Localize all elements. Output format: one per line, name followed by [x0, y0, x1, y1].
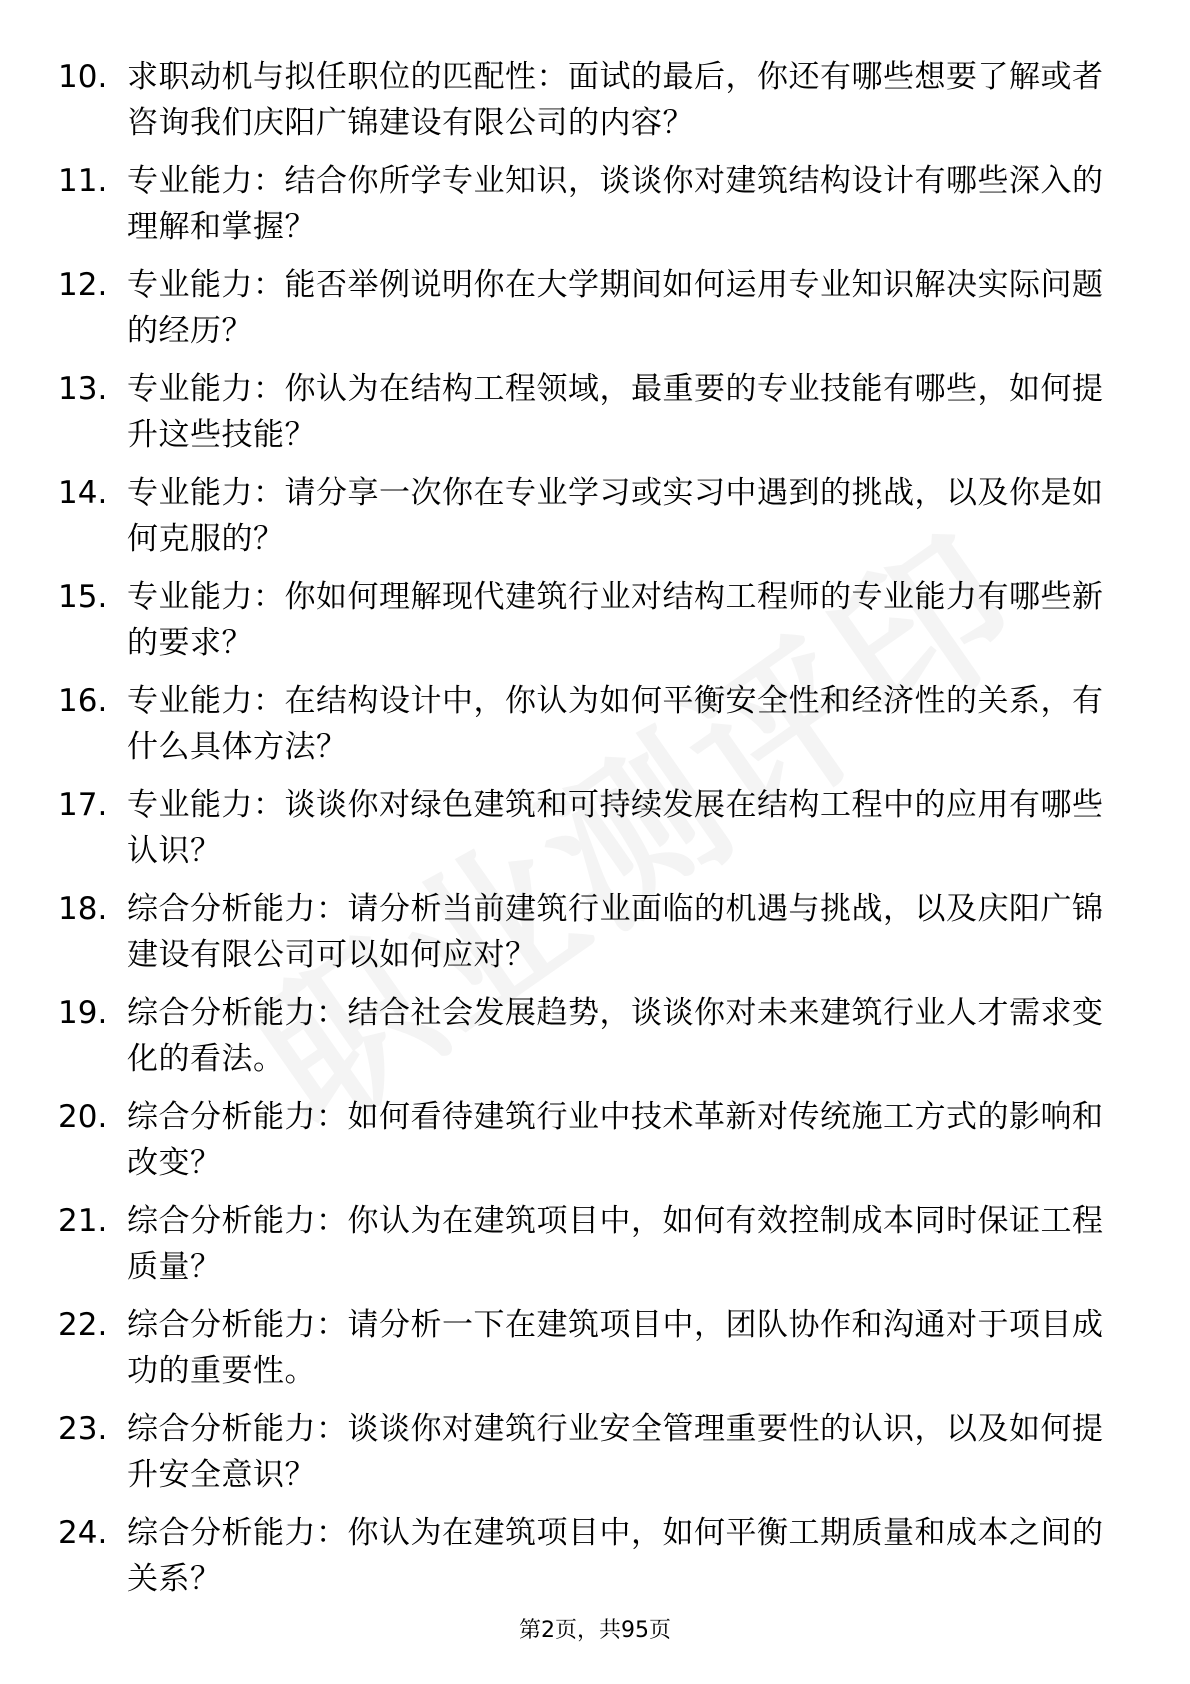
question-number: 10.: [58, 59, 108, 95]
question-item: [0, 782, 1190, 886]
question-text: 专业能力：请分享一次你在专业学习或实习中遇到的挑战，以及你是如何克服的？: [127, 475, 1104, 557]
question-number: 22.: [58, 1307, 108, 1343]
question-number: 15.: [58, 579, 108, 615]
question-number: 20.: [58, 1099, 108, 1135]
question-item: [0, 678, 1190, 782]
question-item: [0, 990, 1190, 1094]
question-item: [0, 1406, 1190, 1510]
question-text: 专业能力：谈谈你对绿色建筑和可持续发展在结构工程中的应用有哪些认识？: [127, 787, 1104, 869]
question-item: [0, 262, 1190, 366]
question-text: 综合分析能力：谈谈你对建筑行业安全管理重要性的认识，以及如何提升安全意识？: [127, 1411, 1104, 1493]
question-item: [0, 158, 1190, 262]
question-item: [0, 1094, 1190, 1198]
question-text: 综合分析能力：结合社会发展趋势，谈谈你对未来建筑行业人才需求变化的看法。: [127, 995, 1104, 1077]
question-item: [0, 366, 1190, 470]
question-number: 14.: [58, 475, 108, 511]
question-text: 综合分析能力：请分析当前建筑行业面临的机遇与挑战，以及庆阳广锦建设有限公司可以如何应对？: [127, 891, 1104, 973]
question-item: [0, 1510, 1190, 1614]
question-item: [0, 574, 1190, 678]
question-text: 专业能力：能否举例说明你在大学期间如何运用专业知识解决实际问题的经历？: [127, 267, 1104, 349]
question-item: [0, 470, 1190, 574]
question-number: 21.: [58, 1203, 108, 1239]
question-number: 19.: [58, 995, 108, 1031]
question-item: [0, 1198, 1190, 1302]
page-footer: 第2页，共95页: [519, 1618, 671, 1643]
question-number: 23.: [58, 1411, 108, 1447]
question-text: 专业能力：结合你所学专业知识，谈谈你对建筑结构设计有哪些深入的理解和掌握？: [127, 163, 1104, 245]
question-number: 18.: [58, 891, 108, 927]
question-item: [0, 1302, 1190, 1406]
question-number: 11.: [58, 163, 108, 199]
question-number: 12.: [58, 267, 108, 303]
question-number: 16.: [58, 683, 108, 719]
question-number: 17.: [58, 787, 108, 823]
question-item: [0, 54, 1190, 158]
question-text: 专业能力：在结构设计中，你认为如何平衡安全性和经济性的关系，有什么具体方法？: [127, 683, 1104, 765]
question-number: 24.: [58, 1515, 108, 1551]
question-text: 综合分析能力：请分析一下在建筑项目中，团队协作和沟通对于项目成功的重要性。: [127, 1307, 1104, 1389]
question-text: 专业能力：你如何理解现代建筑行业对结构工程师的专业能力有哪些新的要求？: [127, 579, 1104, 661]
question-item: [0, 886, 1190, 990]
question-list: [0, 54, 1190, 1614]
question-text: 综合分析能力：你认为在建筑项目中，如何平衡工期质量和成本之间的关系？: [127, 1515, 1104, 1597]
question-text: 专业能力：你认为在结构工程领域，最重要的专业技能有哪些，如何提升这些技能？: [127, 371, 1104, 453]
question-text: 求职动机与拟任职位的匹配性：面试的最后，你还有哪些想要了解或者咨询我们庆阳广锦建设有限公司的内容？: [127, 59, 1104, 141]
question-text: 综合分析能力：你认为在建筑项目中，如何有效控制成本同时保证工程质量？: [127, 1203, 1104, 1285]
question-number: 13.: [58, 371, 108, 407]
question-text: 综合分析能力：如何看待建筑行业中技术革新对传统施工方式的影响和改变？: [127, 1099, 1104, 1181]
